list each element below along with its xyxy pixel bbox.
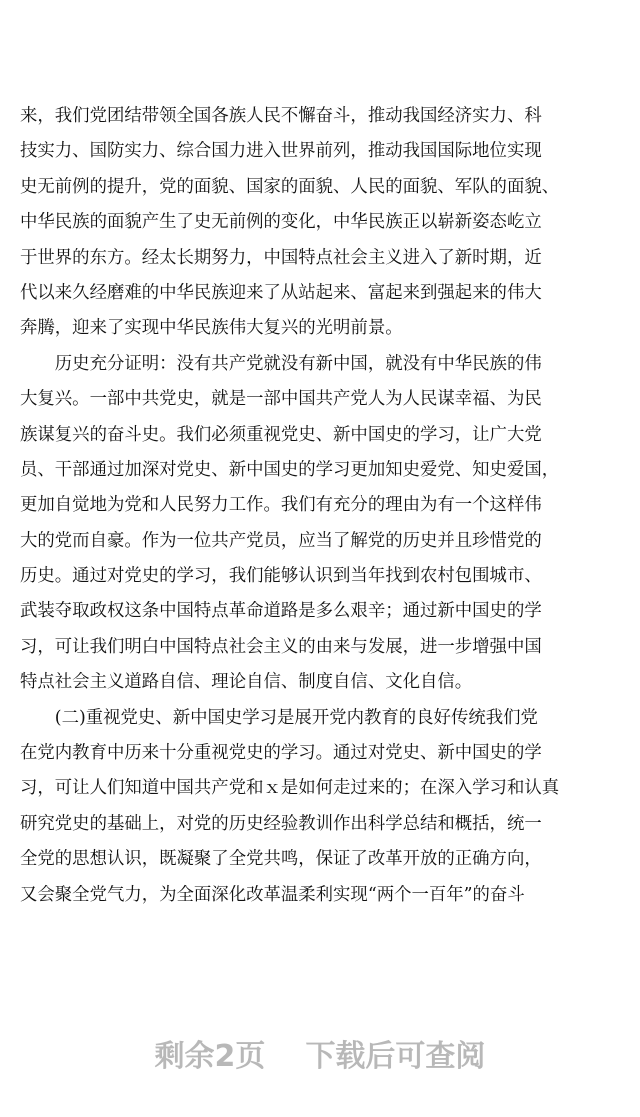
text-line: 奔腾，迎来了实现中华民族伟大复兴的光明前景。 [20, 318, 403, 339]
download-to-read-link[interactable]: 下载后可查阅 [305, 1039, 486, 1074]
text-line: 武装夺取政权这条中国特点革命道路是多么艰辛；通过新中国史的学 [20, 601, 542, 622]
text-line: 习，可让人们知道中国共产党和ｘ是如何走过来的；在深入学习和认真 [20, 778, 560, 799]
text-line: 习，可让我们明白中国特点社会主义的由来与发展，进一步增强中国 [20, 636, 542, 657]
text-line: 更加自觉地为党和人民努力工作。我们有充分的理由为有一个这样伟 [20, 495, 542, 516]
text-line: 于世界的东方。经太长期努力，中国特点社会主义进入了新时期，近 [20, 247, 542, 268]
download-prompt-bar[interactable] [0, 1032, 640, 1082]
text-line: 历史。通过对党史的学习，我们能够认识到当年找到农村包围城市、 [20, 566, 542, 587]
text-line: 研究党史的基础上，对党的历史经验教训作出科学总结和概括，统一 [20, 813, 542, 834]
text-line: 在党内教育中历来十分重视党史的学习。通过对党史、新中国史的学 [20, 743, 542, 764]
text-line: 全党的思想认识，既凝聚了全党共鸣，保证了改革开放的正确方向， [20, 849, 542, 870]
text-line: 大的党而自豪。作为一位共产党员，应当了解党的历史并且珍惜党的 [20, 530, 542, 551]
text-line: 来，我们党团结带领全国各族人民不懈奋斗，推动我国经济实力、科 [20, 106, 542, 126]
paragraph [20, 701, 618, 913]
text-line: 大复兴。一部中共党史，就是一部中国共产党人为人民谋幸福、为民 [20, 389, 542, 410]
text-line: 代以来久经磨难的中华民族迎来了从站起来、富起来到强起来的伟大 [20, 282, 542, 303]
remaining-pages-label: 剩余2页 [154, 1039, 266, 1074]
paragraph [20, 99, 618, 347]
text-line: 族谋复兴的奋斗史。我们必须重视党史、新中国史的学习，让广大党 [20, 424, 542, 445]
text-line: 历史充分证明：没有共产党就没有新中国，就没有中华民族的伟 [20, 353, 542, 374]
text-line: (二)重视党史、新中国史学习是展开党内教育的良好传统我们党 [20, 707, 538, 728]
text-line: 又会聚全党气力，为全面深化改革温柔利实现“两个一百年”的奋斗 [20, 884, 525, 905]
text-line: 史无前例的提升，党的面貌、国家的面貌、人民的面貌、军队的面貌、 [20, 176, 560, 197]
paragraph [20, 347, 618, 701]
text-line: 特点社会主义道路自信、理论自信、制度自信、文化自信。 [20, 672, 473, 693]
document-body [20, 99, 618, 913]
text-line: 技实力、国防实力、综合国力进入世界前列，推动我国国际地位实现 [20, 141, 542, 162]
text-line: 中华民族的面貌产生了史无前例的变化，中华民族正以崭新姿态屹立 [20, 212, 542, 233]
text-line: 员、干部通过加深对党史、新中国史的学习更加知史爱党、知史爱国， [20, 459, 560, 480]
